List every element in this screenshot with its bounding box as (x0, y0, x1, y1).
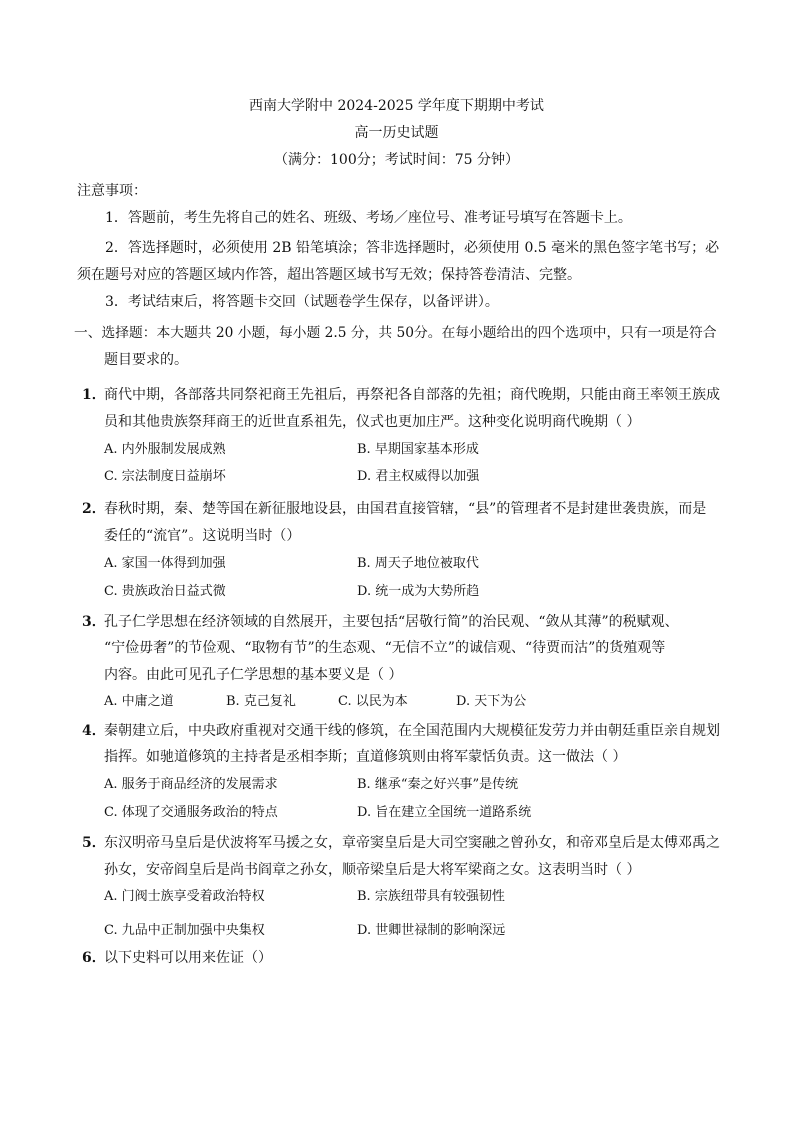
notice-item-2: 2．答选择题时，必须使用 2B 铅笔填涂；答非选择题时，必须使用 0.5 毫米的黑色签字笔书写；必 (105, 240, 720, 256)
option-d: D. 君主权威得以加强 (357, 469, 480, 484)
question-text: 春秋时期，秦、楚等国在新征服地设县，由国君直接管辖，“县”的管理者不是封建世袭贵族，而是 (104, 501, 707, 517)
question-number: 5． (82, 835, 106, 851)
question-text: 员和其他贵族祭拜商王的近世直系祖先，仪式也更加庄严。这种变化说明商代晚期（ ） (104, 414, 641, 430)
question-text: “宁俭毋奢”的节俭观、“取物有节”的生态观、“无信不立”的诚信观、“待贾而沽”的货殖观等 (104, 640, 666, 656)
option-a: A. 内外服制发展成熟 (104, 442, 226, 457)
option-a: A. 服务于商品经济的发展需求 (104, 777, 278, 792)
question-number: 4． (82, 723, 106, 739)
question-text: 内容。由此可见孔子仁学思想的基本要义是（ ） (104, 667, 403, 683)
question-text: 孔子仁学思想在经济领域的自然展开，主要包括“居敬行简”的治民观、“敛从其薄”的税赋观、 (104, 614, 679, 630)
notice-item-1: 1．答题前，考生先将自己的姓名、班级、考场／座位号、准考证号填写在答题卡上。 (105, 210, 632, 226)
exam-subject: 高一历史试题 (354, 125, 439, 141)
notice-item-2-cont: 须在题号对应的答题区域内作答，超出答题区域书写无效；保持答卷清洁、完整。 (77, 267, 581, 283)
option-c: C. 宗法制度日益崩坏 (104, 469, 226, 484)
question-number: 6． (82, 950, 106, 966)
option-c: C. 体现了交通服务政治的特点 (104, 805, 278, 820)
option-c: C. 贵族政治日益式微 (104, 584, 226, 599)
option-a: A. 门阀士族享受着政治特权 (104, 889, 265, 904)
option-d: D. 世卿世禄制的影响深远 (357, 923, 506, 938)
section-heading-cont: 题目要求的。 (104, 352, 188, 368)
option-b: B. 宗族纽带具有较强韧性 (357, 889, 505, 904)
question-text: 秦朝建立后，中央政府重视对交通干线的修筑，在全国范围内大规模征发劳力并由朝廷重臣亲自规划 (104, 723, 720, 739)
option-b: B. 早期国家基本形成 (357, 442, 479, 457)
option-c: C. 九品中正制加强中央集权 (104, 923, 265, 938)
question-text: 委任的“流官”。这说明当时（） (104, 528, 301, 544)
option-d: D. 天下为公 (456, 694, 527, 709)
option-d: D. 旨在建立全国统一道路系统 (357, 805, 532, 820)
option-b: B. 继承“秦之好兴事”是传统 (357, 777, 519, 792)
question-text: 孙女，安帝阎皇后是尚书阎章之孙女，顺帝梁皇后是大将军梁商之女。这表明当时（ ） (104, 862, 641, 878)
question-text: 以下史料可以用来佐证（） (104, 950, 272, 966)
option-b: B. 周天子地位被取代 (357, 556, 479, 571)
question-number: 1． (82, 387, 106, 403)
notice-heading: 注意事项： (77, 183, 147, 199)
question-text: 商代中期，各部落共同祭祀商王先祖后，再祭祀各自部落的先祖；商代晚期，只能由商王率领王族成 (104, 387, 720, 403)
option-a: A. 中庸之道 (104, 694, 174, 709)
question-number: 2． (82, 501, 106, 517)
exam-info: （满分：100分；考试时间：75 分钟） (274, 152, 519, 168)
option-b: B. 克己复礼 (226, 694, 296, 709)
section-heading: 一、选择题：本大题共 20 小题，每小题 2.5 分，共 50分。在每小题给出的四个选项中，只有一项是符合 (74, 325, 717, 341)
question-text: 指挥。如驰道修筑的主持者是丞相李斯；直道修筑则由将军蒙恬负责。这一做法（ ） (104, 749, 627, 765)
notice-item-3: 3．考试结束后，将答题卡交回（试题卷学生保存，以备评讲）。 (105, 294, 499, 310)
question-number: 3． (82, 614, 106, 630)
option-c: C. 以民为本 (338, 694, 408, 709)
exam-title: 西南大学附中 2024-2025 学年度下期期中考试 (249, 98, 544, 114)
option-d: D. 统一成为大势所趋 (357, 584, 480, 599)
question-text: 东汉明帝马皇后是伏波将军马援之女，章帝窦皇后是大司空窦融之曾孙女，和帝邓皇后是太傅邓禹之 (104, 835, 720, 851)
option-a: A. 家国一体得到加强 (104, 556, 226, 571)
